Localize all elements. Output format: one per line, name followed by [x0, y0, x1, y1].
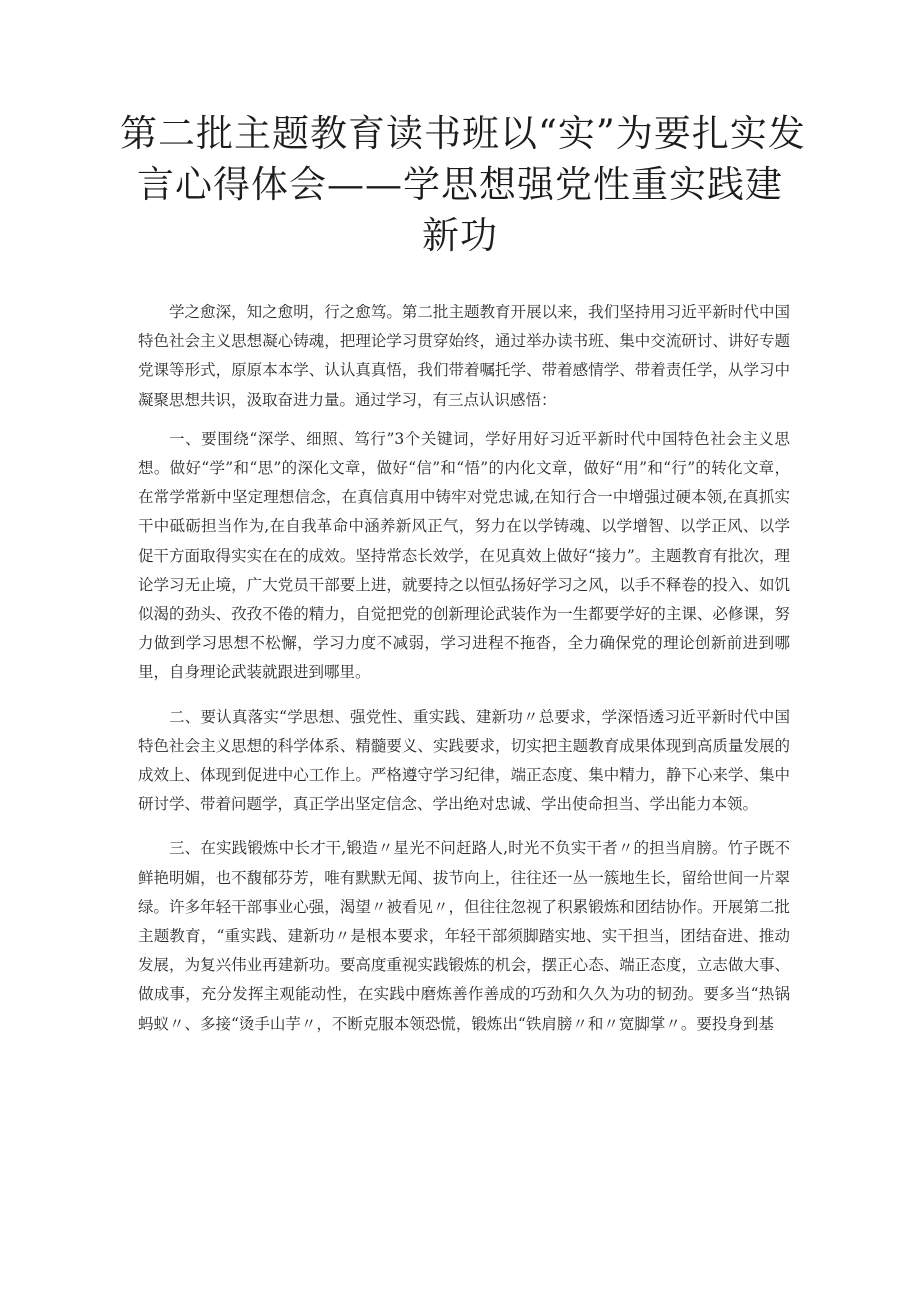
- paragraph-point-one: 一、要围绕“深学、细照、笃行”3个关键词，学好用好习近平新时代中国特色社会主义思想。做好“学”和“思”的深化文章，做好“信”和“悟”的内化文章，做好“用”和“行”的转化文章，在常学常新中坚定理想信念，在真信真用中铸牢对党忠诚,在知行合一中增强过硬本领,在真抓实干中砥砺担当作为,在自我革命中涵养新风正气，努力在以学铸魂、以学增智、以学正风、以学促干方面取得实实在在的成效。坚持常态长效学，在见真效上做好“接力”。主题教育有批次，理论学习无止境，广大党员干部要上进，就要持之以恒弘扬好学习之风，以手不释卷的投入、如饥似渴的劲头、孜孜不倦的精力，自觉把党的创新理论武装作为一生都要学好的主课、必修课，努力做到学习思想不松懈，学习力度不减弱，学习进程不拖沓，全力确保党的理论创新前进到哪里，自身理论武装就跟进到哪里。: [138, 429, 790, 682]
- paragraph-point-three: 三、在实践锻炼中长才干,锻造〃星光不问赶路人,时光不负实干者〃的担当肩膀。竹子既不鲜艳明媚，也不馥郁芬芳，唯有默默无闻、拔节向上，往往还一丛一簇地生长，留给世间一片翠绿。许多年轻干部事业心强，渴望〃被看见〃，但往往忽视了积累锻炼和团结协作。开展第二批主题教育，“重实践、建新功〃是根本要求，年轻干部须脚踏实地、实干担当，团结奋进、推动发展，为复兴伟业再建新功。要高度重视实践锻炼的机会，摆正心态、端正态度，立志做大事、做成事，充分发挥主观能动性，在实践中磨炼善作善成的巧劲和久久为功的韧劲。要多当“热锅蚂蚁〃、多接“烫手山芋〃，不断克服本领恐慌，锻炼出“铁肩膀〃和〃宽脚掌〃。要投身到基: [138, 839, 790, 1033]
- document-body: [138, 298, 790, 1054]
- page-title: [120, 108, 806, 261]
- title-line-2: 言心得体会——学思想强党性重实践建: [137, 163, 783, 206]
- title-line-3: 新功: [422, 214, 498, 257]
- paragraph-point-two: 二、要认真落实“学思想、强党性、重实践、建新功〃总要求，学深悟透习近平新时代中国特色社会主义思想的科学体系、精髓要义、实践要求，切实把主题教育成果体现到高质量发展的成效上、体现到促进中心工作上。严格遵守学习纪律，端正态度、集中精力，静下心来学、集中研讨学、带着问题学，真正学出坚定信念、学出绝对忠诚、学出使命担当、学出能力本领。: [138, 707, 790, 814]
- title-line-1: 第二批主题教育读书班以“实”为要扎实发: [120, 112, 806, 155]
- paragraph-intro: 学之愈深，知之愈明，行之愈笃。第二批主题教育开展以来，我们坚持用习近平新时代中国特色社会主义思想凝心铸魂，把理论学习贯穿始终，通过举办读书班、集中交流研讨、讲好专题党课等形式，原原本本学、认认真真悟，我们带着嘱托学、带着感情学、带着责任学，从学习中凝聚思想共识，汲取奋进力量。通过学习，有三点认识感悟：: [138, 303, 790, 409]
